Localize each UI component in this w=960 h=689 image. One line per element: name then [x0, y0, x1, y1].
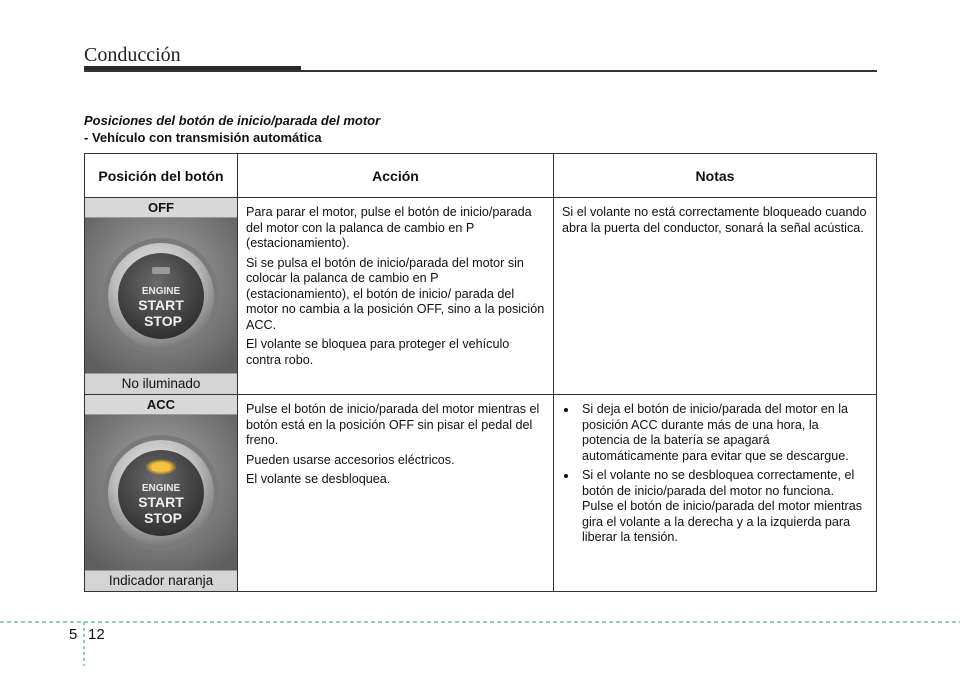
start-stop-button-icon: [85, 415, 237, 571]
position-label: ACC: [85, 395, 237, 415]
action-paragraph: Pulse el botón de inicio/parada del motor mientras el botón está en la posición OFF sin pisar el pedal del freno.: [246, 402, 540, 447]
action-cell: [238, 198, 554, 395]
table-row: [85, 198, 877, 395]
column-header-position: Posición del botón: [85, 154, 238, 198]
button-text-engine: ENGINE: [141, 483, 181, 494]
subsection-title: Posiciones del botón de inicio/parada del motor: [84, 113, 381, 128]
button-text-stop: STOP: [144, 510, 182, 526]
notes-cell: [554, 395, 877, 592]
action-paragraph: Pueden usarse accesorios eléctricos.: [246, 452, 455, 467]
action-paragraph: El volante se bloquea para proteger el vehículo contra robo.: [246, 337, 510, 367]
notes-list: [562, 402, 868, 546]
start-stop-button-icon: [85, 218, 237, 374]
position-cell: [85, 395, 238, 592]
engine-button-photo: [85, 415, 237, 571]
section-title: Conducción: [84, 44, 181, 66]
action-paragraph: El volante se desbloquea.: [246, 472, 391, 486]
table-row: [85, 395, 877, 592]
column-header-action: Acción: [238, 154, 554, 198]
indicator-lamp-orange: [152, 464, 170, 471]
action-paragraph: Para parar el motor, pulse el botón de inicio/parada del motor con la palanca de cambio en P (estacionamiento).: [246, 205, 532, 250]
column-header-notes: Notas: [554, 154, 877, 198]
notes-list-item: • Si el volante no se desbloquea correctamente, el botón de inicio/parada del motor no funciona. Pulse el botón de inicio/parada del motor mientras gira el volante a la derecha y a la izquierda para liberar la tensión.: [578, 468, 868, 546]
position-caption: Indicador naranja: [85, 570, 237, 591]
position-caption: No iluminado: [85, 373, 237, 394]
page-number: 12: [88, 626, 105, 643]
button-positions-table: [84, 153, 877, 592]
notes-cell: [554, 198, 877, 395]
subsection-subtitle: - Vehículo con transmisión automática: [84, 130, 322, 145]
action-paragraph: Si se pulsa el botón de inicio/parada del motor sin colocar la palanca de cambio en P (estacionamiento), el botón de inicio/ parada del motor no cambia a la posición OFF, sino a la posición ACC.: [246, 255, 545, 332]
indicator-lamp-off: [152, 267, 170, 274]
button-text-start: START: [138, 297, 184, 313]
button-text-engine: ENGINE: [141, 286, 181, 297]
chapter-number: 5: [69, 626, 78, 643]
position-label: OFF: [85, 198, 237, 218]
position-cell: [85, 198, 238, 395]
header-rule: [84, 70, 877, 72]
notes-list-item: • Si deja el botón de inicio/parada del motor en la posición ACC durante más de una hora, la potencia de la batería se apagará automáticamente para evitar que se descargue.: [578, 402, 868, 464]
button-text-start: START: [138, 494, 184, 510]
notes-paragraph: Si el volante no está correctamente bloqueado cuando abra la puerta del conductor, sonará la señal acústica.: [562, 205, 867, 235]
action-cell: [238, 395, 554, 592]
engine-button-photo: [85, 218, 237, 374]
button-text-stop: STOP: [144, 313, 182, 329]
table-header-row: [85, 154, 877, 198]
